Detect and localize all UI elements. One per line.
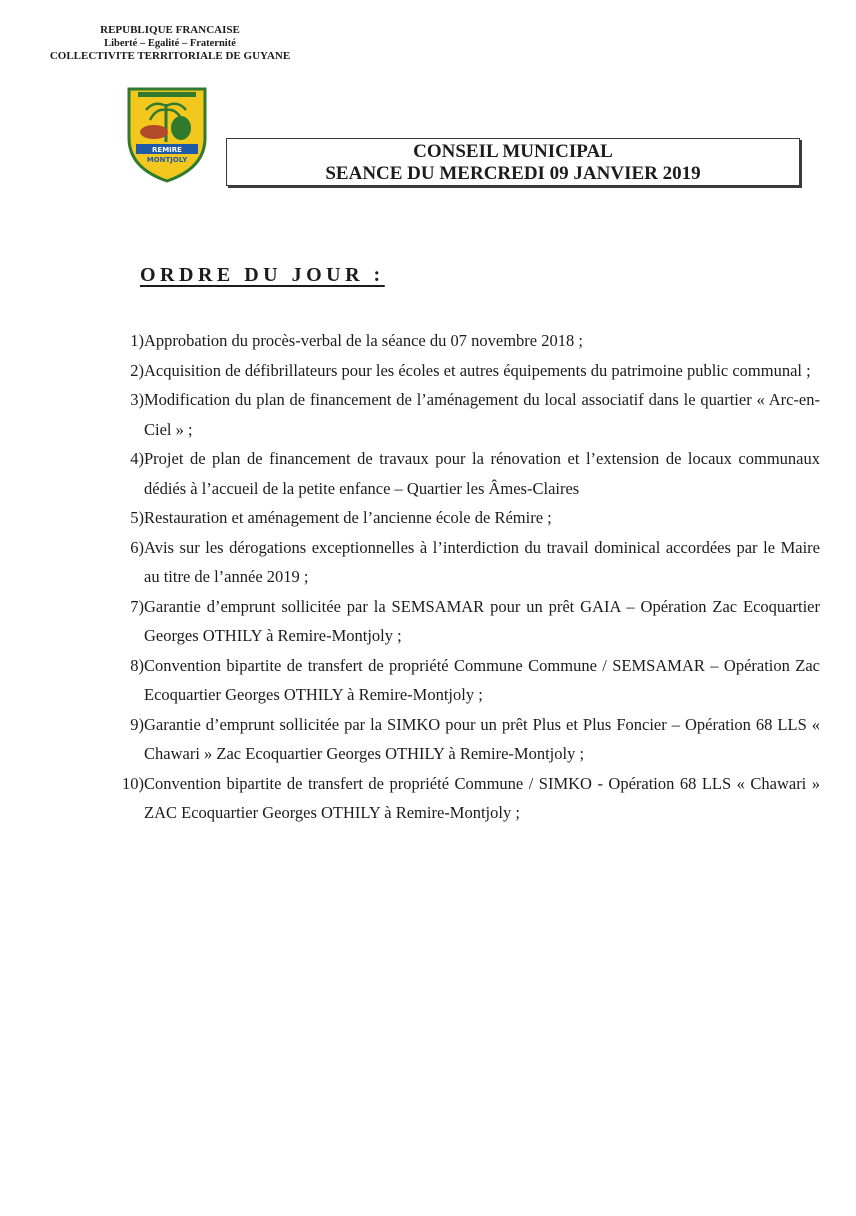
agenda-item-number: 6) — [130, 537, 144, 557]
crest-text-montjoly: MONTJOLY — [146, 156, 188, 164]
agenda-item — [100, 533, 820, 592]
meeting-title-line1: CONSEIL MUNICIPAL — [413, 141, 613, 162]
agenda-heading: ORDRE DU JOUR : — [140, 264, 385, 286]
header-motto: Liberté – Egalité – Fraternité — [104, 38, 236, 49]
agenda-item-text: Avis sur les dérogations exceptionnelles à l’interdiction du travail dominical accordées par le Maire au titre de l’année 2019 ; — [144, 537, 820, 586]
header-block — [30, 24, 310, 63]
agenda-item-number: 1) — [130, 331, 144, 350]
agenda-list — [100, 326, 820, 828]
agenda-item-number: 4) — [130, 449, 144, 468]
agenda-item-text: Garantie d’emprunt sollicitée par la SEMSAMAR pour un prêt GAIA – Opération Zac Ecoquartier Georges OTHILY à Remire-Montjoly ; — [144, 596, 820, 645]
agenda-item-number: 7) — [130, 596, 144, 616]
agenda-item-text: Projet de plan de financement de travaux pour la rénovation et l’extension de locaux communaux dédiés à l’accueil de la petite enfance – Quartier les Âmes-Claires — [144, 449, 820, 498]
town-crest-logo — [126, 86, 208, 184]
agenda-item-number: 5) — [130, 508, 144, 527]
agenda-item — [100, 710, 820, 769]
agenda-item — [100, 503, 820, 533]
crest-text-remire: REMIRE — [152, 146, 182, 154]
agenda-item — [100, 592, 820, 651]
agenda-item-text: Restauration et aménagement de l’ancienne école de Rémire ; — [144, 508, 552, 527]
agenda-item — [100, 769, 820, 828]
agenda-item — [100, 356, 820, 386]
header-collectivity: COLLECTIVITE TERRITORIALE DE GUYANE — [49, 50, 291, 62]
agenda-item-text: Approbation du procès-verbal de la séance du 07 novembre 2018 ; — [144, 331, 583, 350]
agenda-item — [100, 651, 820, 710]
agenda-item-number: 10) — [122, 773, 144, 793]
meeting-title-box — [226, 138, 800, 186]
agenda-item-number: 3) — [130, 390, 144, 409]
agenda-item-number: 2) — [130, 360, 144, 380]
agenda-item-text: Convention bipartite de transfert de propriété Commune / SIMKO - Opération 68 LLS « Chawari » ZAC Ecoquartier Georges OTHILY à Remire-Montjoly ; — [144, 773, 820, 822]
agenda-item-number: 8) — [130, 655, 144, 675]
agenda-item — [100, 385, 820, 444]
agenda-item-text: Acquisition de défibrillateurs pour les écoles et autres équipements du patrimoine public communal ; — [144, 360, 811, 380]
agenda-item-number: 9) — [130, 714, 144, 734]
agenda-item-text: Convention bipartite de transfert de propriété Commune Commune / SEMSAMAR – Opération Zac Ecoquartier Georges OTHILY à Remire-Montjoly ; — [144, 655, 820, 704]
agenda-item-text: Modification du plan de financement de l’aménagement du local associatif dans le quartier « Arc-en-Ciel » ; — [144, 390, 820, 439]
agenda-item — [100, 326, 820, 356]
agenda-item-text: Garantie d’emprunt sollicitée par la SIMKO pour un prêt Plus et Plus Foncier – Opération 68 LLS « Chawari » Zac Ecoquartier Georges OTHILY à Remire-Montjoly ; — [144, 714, 820, 763]
header-republic: REPUBLIQUE FRANCAISE — [100, 24, 240, 36]
agenda-item — [100, 444, 820, 503]
meeting-title-line2: SEANCE DU MERCREDI 09 JANVIER 2019 — [325, 163, 701, 184]
